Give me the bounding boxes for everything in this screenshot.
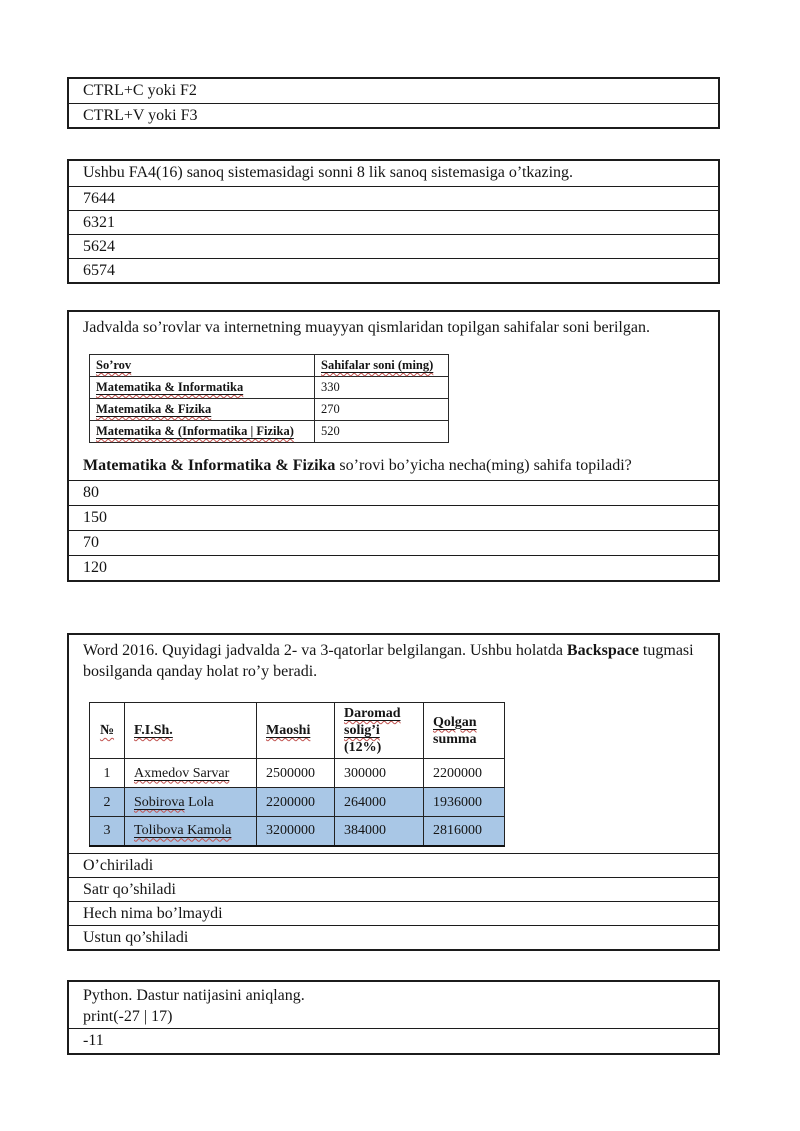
answer-option: 80 bbox=[83, 484, 99, 501]
query-text: Matematika & Fizika bbox=[96, 402, 212, 416]
header-remain-text: Qolgan bbox=[433, 714, 477, 730]
answer-option-row bbox=[69, 1028, 718, 1053]
shortcut-row bbox=[69, 79, 718, 103]
question-intro bbox=[83, 640, 704, 682]
row-remain: 1936000 bbox=[424, 788, 505, 817]
query-cell bbox=[90, 421, 315, 443]
answer-option: -11 bbox=[83, 1032, 104, 1049]
row-remain: 2816000 bbox=[424, 817, 505, 846]
answer-option-row bbox=[69, 186, 718, 210]
answer-option-row bbox=[69, 234, 718, 258]
header-name-text: F.I.Sh. bbox=[134, 723, 173, 738]
header-count-text-wrap bbox=[321, 358, 433, 372]
row-tax: 384000 bbox=[335, 817, 424, 846]
header-remain bbox=[424, 703, 505, 759]
question-search-queries bbox=[67, 310, 720, 582]
answer-option: 70 bbox=[83, 534, 99, 551]
row-salary: 2200000 bbox=[257, 788, 335, 817]
answer-option: 6574 bbox=[83, 262, 115, 279]
intro-after: tugmasi bosilganda qanday holat ro’y beradi. bbox=[83, 642, 694, 680]
table-row bbox=[90, 377, 449, 399]
header-salary-text-wrap bbox=[266, 723, 310, 738]
query-cell bbox=[90, 399, 315, 421]
shortcut-text: CTRL+V yoki F3 bbox=[83, 107, 198, 124]
row-name bbox=[125, 759, 257, 788]
query-text-wrap bbox=[96, 380, 243, 394]
query-text: Matematika & Informatika bbox=[96, 380, 244, 394]
row-name bbox=[125, 788, 257, 817]
shortcuts-table bbox=[67, 77, 720, 129]
row-name-wrap bbox=[134, 795, 185, 810]
question-text: Ushbu FA4(16) sanoq sistemasidagi sonni 8 lik sanoq sistemasiga o’tkazing. bbox=[83, 164, 574, 181]
answer-option-row bbox=[69, 480, 718, 505]
answer-option: 7644 bbox=[83, 190, 115, 207]
header-query bbox=[90, 355, 315, 377]
answer-option-row bbox=[69, 925, 718, 949]
answer-option-row bbox=[69, 901, 718, 925]
answer-option: 120 bbox=[83, 559, 107, 576]
count-cell: 520 bbox=[315, 421, 449, 443]
header-query-text: So’rov bbox=[96, 358, 132, 372]
table-row bbox=[90, 759, 505, 788]
row-name-wrap bbox=[134, 823, 231, 838]
query-text-wrap bbox=[96, 402, 211, 416]
table-row bbox=[90, 399, 449, 421]
question-word-backspace bbox=[67, 633, 720, 951]
header-remain-text-wrap bbox=[433, 715, 477, 730]
row-name bbox=[125, 817, 257, 846]
table-header-row bbox=[90, 355, 449, 377]
count-cell: 330 bbox=[315, 377, 449, 399]
header-salary bbox=[257, 703, 335, 759]
query-text: Matematika & (Informatika | Fizika) bbox=[96, 424, 294, 438]
row-num: 1 bbox=[90, 759, 125, 788]
row-tax: 300000 bbox=[335, 759, 424, 788]
question-cell bbox=[69, 635, 718, 853]
answer-option: 5624 bbox=[83, 238, 115, 255]
answer-option-row bbox=[69, 853, 718, 877]
answer-option: Satr qo’shiladi bbox=[83, 880, 176, 898]
answer-option-row bbox=[69, 530, 718, 555]
answer-option: 6321 bbox=[83, 214, 115, 231]
row-name-underlined: Axmedov Sarvar bbox=[134, 765, 230, 781]
search-results-table bbox=[89, 354, 449, 443]
shortcut-row bbox=[69, 103, 718, 127]
row-salary: 2500000 bbox=[257, 759, 335, 788]
count-cell: 270 bbox=[315, 399, 449, 421]
header-tax-text-wrap bbox=[344, 706, 401, 738]
header-num bbox=[90, 703, 125, 759]
row-name-underlined: Sobirova bbox=[134, 794, 185, 810]
question-row bbox=[69, 161, 718, 186]
table-row bbox=[90, 788, 505, 817]
question-python bbox=[67, 980, 720, 1055]
row-tax: 264000 bbox=[335, 788, 424, 817]
row-salary: 3200000 bbox=[257, 817, 335, 846]
answer-option-row bbox=[69, 877, 718, 901]
question-number-system bbox=[67, 159, 720, 284]
header-tax bbox=[335, 703, 424, 759]
intro-bold-term: Backspace bbox=[566, 642, 639, 659]
salary-table bbox=[89, 702, 505, 847]
row-num: 3 bbox=[90, 817, 125, 846]
intro-before: Word 2016. Quyidagi jadvalda 2- va 3-qatorlar belgilangan. Ushbu holatda bbox=[83, 642, 567, 659]
header-count-text: Sahifalar soni (ming) bbox=[321, 358, 434, 372]
question-bold-term: Matematika & Informatika & Fizika bbox=[83, 457, 336, 474]
header-salary-text: Maoshi bbox=[266, 723, 311, 738]
question-intro: Jadvalda so’rovlar va internetning muayyan qismlaridan topilgan sahifalar soni berilgan. bbox=[83, 319, 650, 336]
header-name-text-wrap bbox=[134, 723, 173, 738]
row-name-plain: Lola bbox=[184, 794, 214, 810]
question-cell bbox=[69, 312, 718, 480]
row-remain: 2200000 bbox=[424, 759, 505, 788]
header-query-text-wrap bbox=[96, 358, 131, 372]
header-remain-plain: summa bbox=[433, 731, 477, 747]
question-text bbox=[83, 455, 704, 476]
query-text-wrap bbox=[96, 424, 294, 438]
table-header-row bbox=[90, 703, 505, 759]
question-rest: so’rovi bo’yicha necha(ming) sahifa topiladi? bbox=[335, 457, 632, 474]
answer-option: 150 bbox=[83, 509, 107, 526]
question-code-line: print(-27 | 17) bbox=[83, 1008, 173, 1025]
table-row bbox=[90, 817, 505, 846]
header-tax-plain: (12%) bbox=[344, 740, 382, 755]
query-cell bbox=[90, 377, 315, 399]
header-count bbox=[315, 355, 449, 377]
answer-option-row bbox=[69, 210, 718, 234]
question-line1: Python. Dastur natijasini aniqlang. bbox=[83, 987, 305, 1004]
header-tax-text: Daromad solig’i bbox=[344, 706, 401, 738]
row-name-underlined: Tolibova Kamola bbox=[134, 823, 232, 839]
answer-option-row bbox=[69, 258, 718, 282]
row-num: 2 bbox=[90, 788, 125, 817]
header-name bbox=[125, 703, 257, 759]
answer-option: O’chiriladi bbox=[83, 856, 154, 874]
row-name-wrap bbox=[134, 766, 229, 781]
header-num-text: № bbox=[99, 723, 115, 738]
question-cell bbox=[69, 982, 718, 1028]
answer-option-row bbox=[69, 505, 718, 530]
answer-option: Ustun qo’shiladi bbox=[83, 928, 189, 946]
table-row bbox=[90, 421, 449, 443]
answer-option-row bbox=[69, 555, 718, 580]
answer-option: Hech nima bo’lmaydi bbox=[83, 904, 223, 922]
shortcut-text: CTRL+C yoki F2 bbox=[83, 82, 197, 99]
